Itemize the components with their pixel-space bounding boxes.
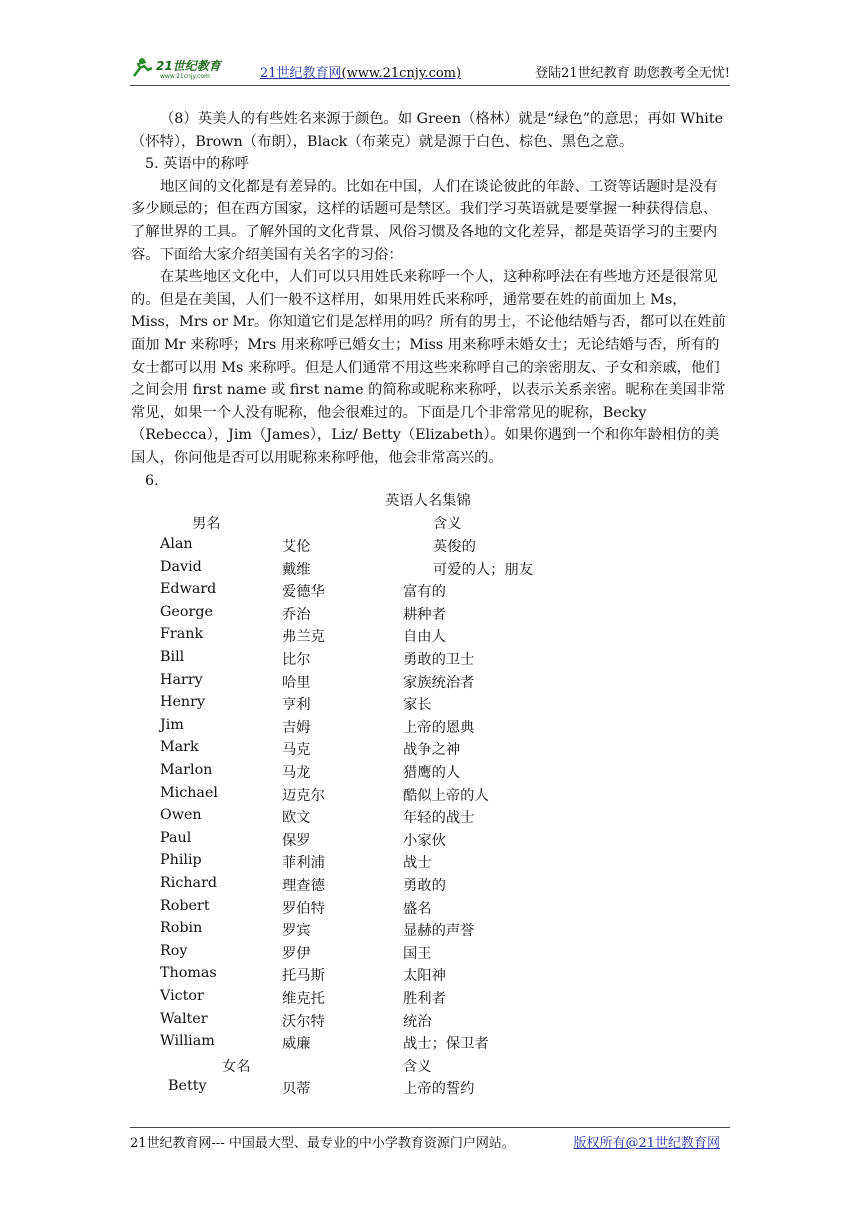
- name-meaning: 战士；保卫者: [403, 1036, 489, 1053]
- table-row: [0, 581, 860, 603]
- name-chinese: 欧文: [282, 810, 311, 827]
- site-domain[interactable]: (www.21cnjy.com): [341, 66, 462, 81]
- name-english: Robin: [160, 920, 203, 937]
- table-row: [0, 852, 860, 874]
- name-chinese: 马龙: [282, 765, 311, 781]
- name-chinese: 罗宾: [282, 923, 311, 940]
- name-meaning: 猎鹰的人: [403, 765, 461, 781]
- name-meaning: 自由人: [403, 629, 446, 646]
- name-chinese: 罗伯特: [282, 900, 325, 917]
- name-meaning: 可爱的人；朋友: [433, 561, 534, 578]
- name-chinese: 沃尔特: [282, 1013, 325, 1030]
- table-row: [0, 875, 860, 897]
- name-meaning: 战士: [403, 855, 432, 872]
- female-header: 女名: [222, 1058, 251, 1075]
- name-chinese: 艾伦: [282, 539, 311, 555]
- table-row: [0, 1078, 860, 1100]
- table-row: [0, 988, 860, 1010]
- name-english: Roy: [160, 942, 188, 959]
- female-header-row: [0, 1056, 860, 1078]
- name-meaning: 耕种者: [403, 606, 446, 623]
- female-meaning-header: 含义: [403, 1058, 432, 1075]
- name-english: Jim: [160, 716, 184, 733]
- name-english: Bill: [160, 649, 185, 665]
- page-header: [130, 56, 730, 86]
- table-row: [0, 1011, 860, 1033]
- name-english: Walter: [160, 1010, 208, 1027]
- name-meaning: 年轻的战士: [403, 810, 475, 827]
- meaning-header: 含义: [433, 516, 462, 532]
- name-chinese: 戴维: [282, 561, 311, 578]
- header-divider: [130, 85, 730, 86]
- name-chinese: 吉姆: [282, 719, 311, 736]
- name-chinese: 弗兰克: [282, 629, 325, 646]
- name-english: Mark: [160, 739, 199, 756]
- table-row: [0, 807, 860, 829]
- name-meaning: 富有的: [403, 584, 446, 601]
- name-meaning: 小家伙: [403, 832, 446, 849]
- name-english: Alan: [160, 536, 193, 552]
- name-meaning: 上帝的誓约: [403, 1081, 475, 1098]
- name-chinese: 理查德: [282, 878, 325, 894]
- name-chinese: 哈里: [282, 674, 311, 691]
- name-meaning: 勇敢的卫士: [403, 652, 475, 668]
- name-english: Henry: [160, 694, 206, 711]
- header-slogan: 登陆21世纪教育 助您教考全无忧!: [535, 66, 730, 81]
- name-meaning: 战争之神: [403, 742, 461, 759]
- table-row: [0, 739, 860, 761]
- table-row: [0, 965, 860, 987]
- name-english: Thomas: [160, 965, 217, 982]
- name-chinese: 亨利: [282, 697, 311, 714]
- table-row: [0, 717, 860, 739]
- name-meaning: 胜利者: [403, 991, 446, 1007]
- name-english: George: [160, 603, 213, 620]
- name-chinese: 迈克尔: [282, 787, 325, 804]
- name-chinese: 乔治: [282, 606, 311, 623]
- name-english: Michael: [160, 784, 218, 801]
- paragraph-culture: 地区间的文化都是有差异的。比如在中国，人们在谈论彼此的年龄、工资等话题时是没有多少顾忌的；但在西方国家，这样的话题可是禁区。我们学习英语就是要掌握一种获得信息、了解世界的工具。了解外国的文化背景、风俗习惯及各地的文化差异，都是英语学习的主要内容。下面给大家介绍美国有关名字的习俗：: [131, 178, 718, 263]
- table-row: [0, 762, 860, 784]
- name-english: Owen: [160, 807, 202, 824]
- name-chinese: 贝蒂: [282, 1081, 311, 1098]
- name-english: Robert: [160, 897, 210, 914]
- table-row: [0, 672, 860, 694]
- name-english: Edward: [160, 581, 217, 598]
- name-english: Harry: [160, 671, 203, 688]
- name-chinese: 罗伊: [282, 945, 311, 962]
- name-meaning: 勇敢的: [403, 878, 446, 894]
- document-body: [131, 108, 731, 492]
- table-row: [0, 694, 860, 716]
- name-chinese: 马克: [282, 742, 311, 759]
- name-meaning: 英俊的: [433, 539, 476, 555]
- name-meaning: 家长: [403, 697, 432, 714]
- paragraph-address: 在某些地区文化中，人们可以只用姓氏来称呼一个人，这种称呼法在有些地方还是很常见的。但是在美国，人们一般不这样用，如果用姓氏来称呼，通常要在姓的前面加上 Ms，Miss，Mrs or Mr。你知道它们是怎样用的吗？所有的男士，不论他结婚与否，都可以在姓前面加 Mr 来称呼；Mrs 用来称呼已婚女士；Miss 用来称呼未婚女士；无论结婚与否，所有的女士都可以用 Ms 来称呼。但是人们通常不用这些来称呼自己的亲密朋友、子女和亲戚，他们之间会用 first name 或 first name 的简称或昵称来称呼，以表示关系亲密。昵称在美国非常常见，如果一个人没有昵称，他会很难过的。下面是几个非常常见的昵称，Becky（Rebecca），Jim（James），Liz/ Betty（Elizabeth）。如果你遇到一个和你年龄相仿的美国人，你问他是否可以用昵称来称呼他，他会非常高兴的。: [131, 269, 726, 466]
- names-table-title: 英语人名集锦: [385, 493, 471, 509]
- name-english: William: [160, 1033, 215, 1050]
- name-english: Marlon: [160, 762, 213, 778]
- table-row: [0, 785, 860, 807]
- heading-5: 5. 英语中的称呼: [145, 156, 249, 173]
- name-english: Frank: [160, 626, 204, 643]
- name-english: David: [160, 558, 202, 575]
- table-row: [0, 626, 860, 648]
- table-row: [0, 830, 860, 852]
- table-row: [0, 943, 860, 965]
- site-link[interactable]: [260, 62, 461, 81]
- site-logo: [130, 56, 240, 80]
- name-chinese: 托马斯: [282, 968, 325, 985]
- name-chinese: 菲利浦: [282, 855, 325, 872]
- name-meaning: 显赫的声誉: [403, 923, 475, 940]
- name-chinese: 爱德华: [282, 584, 325, 601]
- logo-url: www.21cnjy.com: [160, 73, 210, 80]
- male-header: 男名: [192, 516, 221, 532]
- name-meaning: 太阳神: [403, 968, 446, 985]
- paragraph-colors: （8）英美人的有些姓名来源于颜色。如 Green（格林）就是“绿色”的意思；再如 White（怀特），Brown（布朗），Black（布莱克）就是源于白色、棕色、黑色之意。: [131, 111, 724, 150]
- table-row: [0, 604, 860, 626]
- site-name[interactable]: 21世纪教育网: [260, 66, 342, 81]
- name-english: Richard: [160, 875, 218, 891]
- table-row: [0, 649, 860, 671]
- heading-6: 6.: [145, 472, 159, 489]
- name-meaning: 国王: [403, 945, 432, 962]
- footer-text: 21世纪教育网--- 中国最大型、最专业的中小学教育资源门户网站。: [130, 1136, 515, 1151]
- table-header-row: [0, 513, 860, 535]
- table-row: [0, 1033, 860, 1055]
- name-english: Betty: [168, 1078, 207, 1095]
- name-english: Paul: [160, 829, 192, 846]
- name-chinese: 威廉: [282, 1036, 311, 1053]
- name-meaning: 酷似上帝的人: [403, 787, 489, 804]
- name-chinese: 维克托: [282, 991, 325, 1007]
- name-meaning: 家族统治者: [403, 674, 475, 691]
- footer-copyright-link[interactable]: 版权所有@21世纪教育网: [573, 1136, 720, 1151]
- table-row: [0, 898, 860, 920]
- logo-text: 21世纪教育: [156, 59, 221, 73]
- table-row: [0, 536, 860, 558]
- running-man-icon: [130, 56, 240, 80]
- name-meaning: 统治: [403, 1013, 432, 1030]
- name-english: Philip: [160, 852, 202, 869]
- name-meaning: 上帝的恩典: [403, 719, 475, 736]
- name-meaning: 盛名: [403, 900, 432, 917]
- name-chinese: 保罗: [282, 832, 311, 849]
- name-chinese: 比尔: [282, 652, 311, 668]
- name-english: Victor: [160, 988, 204, 1004]
- table-row: [0, 920, 860, 942]
- footer-divider: [130, 1127, 730, 1128]
- table-row: [0, 559, 860, 581]
